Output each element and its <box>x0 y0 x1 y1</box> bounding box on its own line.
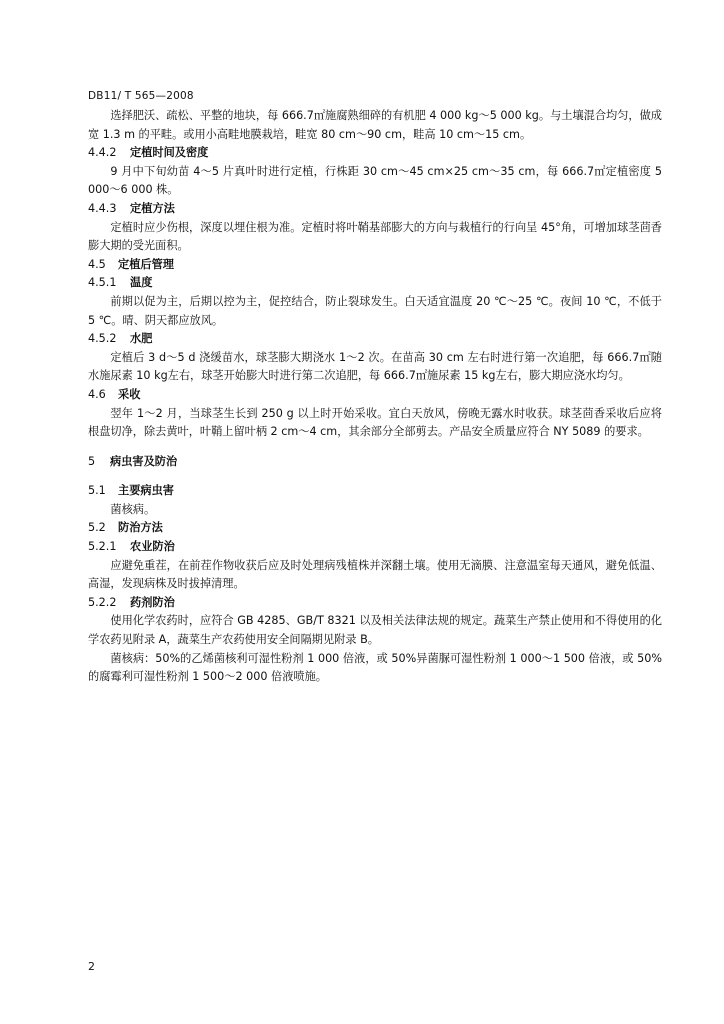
section-title: 药剂防治 <box>130 595 175 609</box>
section-number: 5.2.2 <box>88 595 117 609</box>
document-body <box>88 107 662 687</box>
section-title: 水肥 <box>130 332 153 346</box>
section-number: 5.2 <box>88 521 106 535</box>
section-title: 定植后管理 <box>118 257 174 271</box>
section-title: 防治方法 <box>118 521 163 535</box>
body-paragraph: 定植后 3 d～5 d 浇缓苗水，球茎膨大期浇水 1～2 次。在苗高 30 cm 左右时进行第一次追肥，每 666.7㎡随水施尿素 10 kg左右，球茎开始膨大时进行第二次追肥，每 666.7㎡施尿素 15 kg左右，膨大期应浇水均匀。 <box>88 350 662 383</box>
section-number: 4.6 <box>88 387 106 401</box>
section-title: 病虫害及防治 <box>110 454 178 468</box>
section-number: 4.5.2 <box>88 332 117 346</box>
section-heading <box>88 274 662 293</box>
section-title: 定植方法 <box>130 201 175 215</box>
section-number: 4.5.1 <box>88 276 117 290</box>
section-title: 采收 <box>118 387 141 401</box>
section-number: 4.5 <box>88 257 106 271</box>
standard-code-header: DB11/ T 565—2008 <box>88 90 194 102</box>
body-paragraph: 翌年 1～2 月，当球茎生长到 250 g 以上时开始采收。宜白天放风，傍晚无露水时收获。球茎茴香采收后应将根盘切净，除去黄叶，叶鞘上留叶柄 2 cm～4 cm，其余部分全部剪去。产品安全质量应符合 NY 5089 的要求。 <box>88 406 662 439</box>
body-paragraph: 菌核病：50%的乙烯菌核利可湿性粉剂 1 000 倍液，或 50%异菌脲可湿性粉剂 1 000～1 500 倍液，或 50%的腐霉利可湿性粉剂 1 500～2 000 倍液喷施。 <box>88 651 662 684</box>
section-title: 定植时间及密度 <box>130 146 209 160</box>
section-heading <box>88 482 662 501</box>
section-heading <box>88 538 662 557</box>
section-title: 农业防治 <box>130 540 175 554</box>
section-spacer <box>88 471 662 482</box>
body-paragraph: 前期以促为主，后期以控为主，促控结合，防止裂球发生。白天适宜温度 20 ℃～25 ℃。夜间 10 ℃，不低于 5 ℃。晴、阴天都应放风。 <box>88 294 662 327</box>
section-number: 5.1 <box>88 484 106 498</box>
page-number: 2 <box>88 960 95 973</box>
section-heading <box>88 519 662 538</box>
body-paragraph: 定植时应少伤根，深度以埋住根为准。定植时将叶鞘基部膨大的方向与栽植行的行向呈 45°角，可增加球茎茴香膨大期的受光面积。 <box>88 220 662 253</box>
section-number: 5.2.1 <box>88 540 117 554</box>
section-heading <box>88 453 662 472</box>
section-spacer <box>88 442 662 453</box>
section-heading <box>88 594 662 613</box>
body-paragraph: 菌核病。 <box>110 502 156 516</box>
section-heading <box>88 256 662 275</box>
section-heading <box>88 386 662 405</box>
section-number: 5 <box>88 454 96 468</box>
section-heading <box>88 200 662 219</box>
section-heading <box>88 144 662 163</box>
body-paragraph: 应避免重茬，在前茬作物收获后应及时处理病残植株并深翻土壤。使用无滴膜、注意温室每天通风，避免低温、高湿，发现病株及时拔掉清理。 <box>88 558 662 591</box>
body-paragraph: 选择肥沃、疏松、平整的地块，每 666.7㎡施腐熟细碎的有机肥 4 000 kg～5 000 kg。与土壤混合均匀，做成宽 1.3 m 的平畦。或用小高畦地膜栽培，畦宽 80 cm～90 cm，畦高 10 cm～15 cm。 <box>88 109 662 141</box>
body-paragraph: 使用化学农药时，应符合 GB 4285、GB/T 8321 以及相关法律法规的规定。蔬菜生产禁止使用和不得使用的化学农药见附录 A，蔬菜生产农药使用安全间隔期见附录 B。 <box>88 614 662 647</box>
section-number: 4.4.3 <box>88 201 117 215</box>
section-heading <box>88 330 662 349</box>
section-title: 温度 <box>130 276 153 290</box>
body-paragraph: 9 月中下旬幼苗 4～5 片真叶时进行定植，行株距 30 cm～45 cm×25 cm～35 cm，每 666.7㎡定植密度 5 000～6 000 株。 <box>88 164 662 197</box>
section-number: 4.4.2 <box>88 146 117 160</box>
section-title: 主要病虫害 <box>118 484 174 498</box>
